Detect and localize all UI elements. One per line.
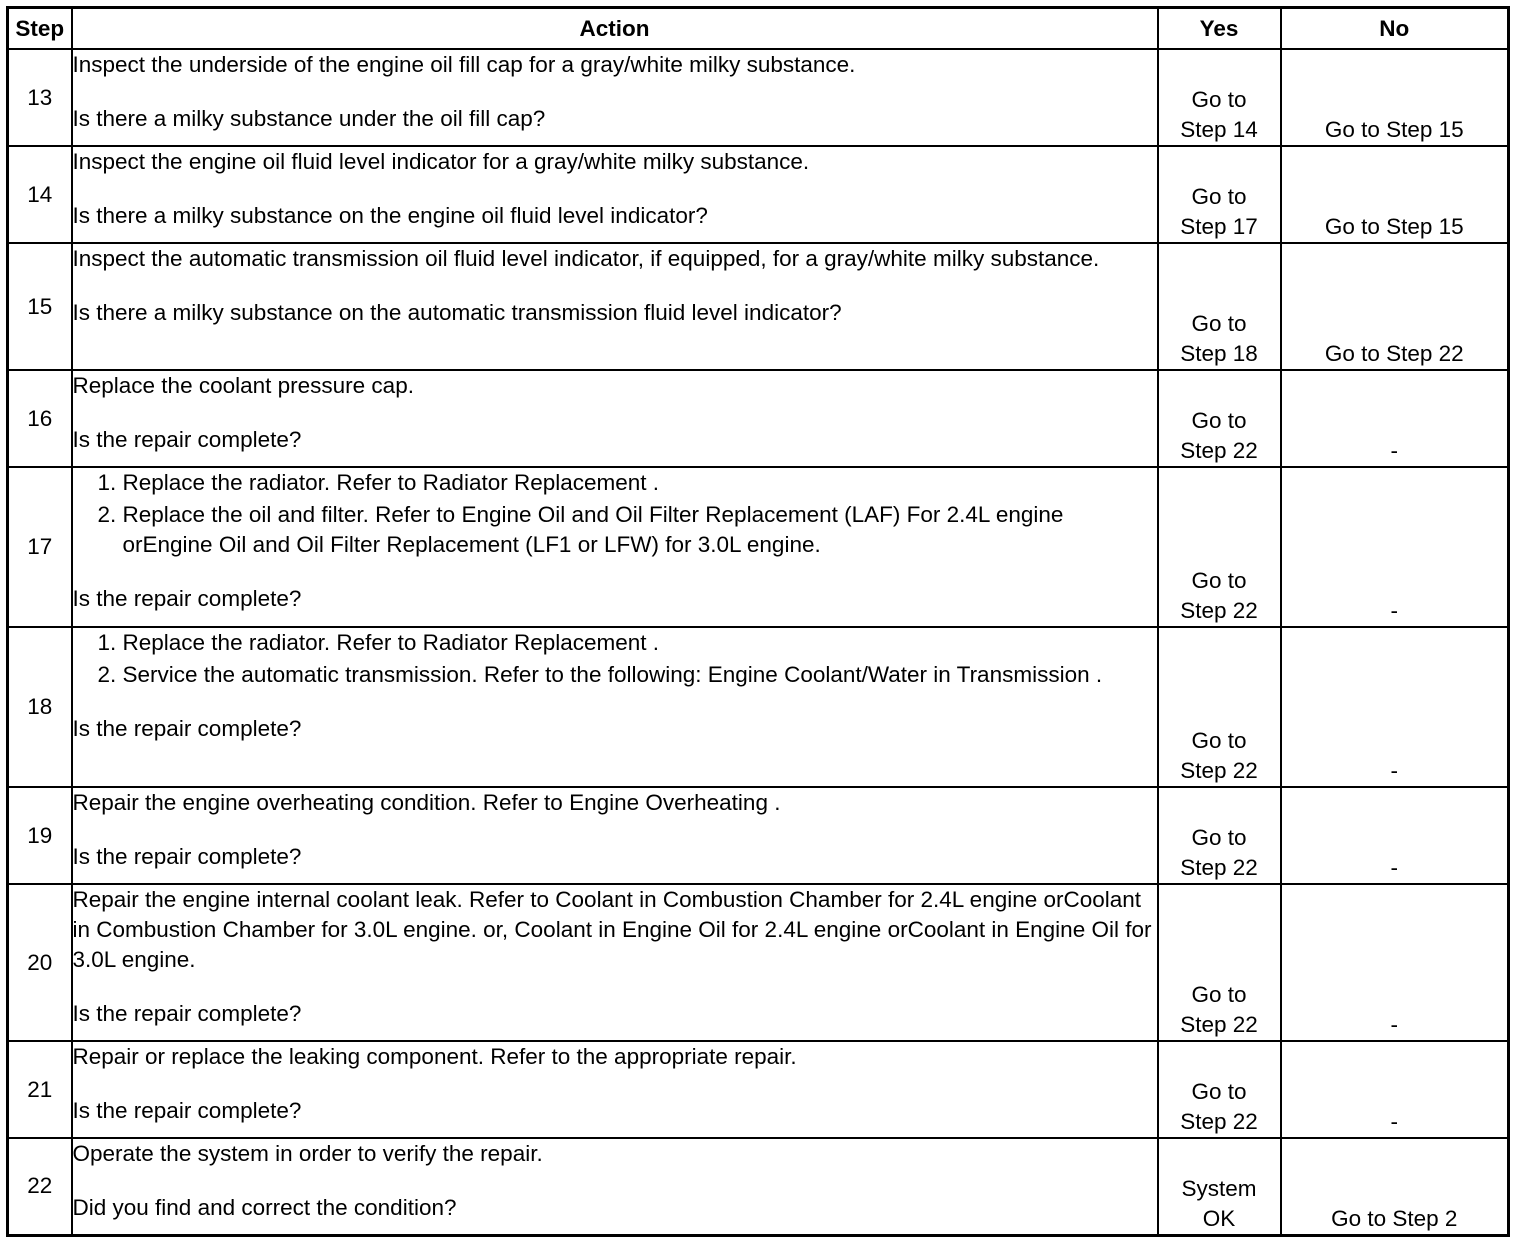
yes-result-line: Step 18 bbox=[1180, 341, 1258, 366]
action-question: Did you find and correct the condition? bbox=[72, 1195, 457, 1220]
no-result: Go to Step 2 bbox=[1281, 1138, 1509, 1235]
yes-result-line: Go to bbox=[1191, 408, 1247, 433]
action-cell bbox=[72, 884, 1158, 1041]
action-question: Is there a milky substance under the oil fill cap? bbox=[72, 106, 546, 131]
yes-result-line: Go to bbox=[1191, 825, 1247, 850]
no-result: - bbox=[1281, 787, 1509, 884]
yes-result-line: Step 22 bbox=[1180, 855, 1258, 880]
action-cell bbox=[72, 627, 1158, 787]
no-result: Go to Step 22 bbox=[1281, 243, 1509, 370]
action-instruction: Repair the engine internal coolant leak. Refer to Coolant in Combustion Chamber for 2.4L engine orCoolant in Combustion Chamber for 3.0L engine. or, Coolant in Engine Oil for 2.4L engine orCoolant in Engine Oil for 3.0L engine. bbox=[72, 887, 1152, 972]
step-number: 18 bbox=[8, 627, 72, 787]
table-row bbox=[8, 146, 1509, 243]
no-result: - bbox=[1281, 627, 1509, 787]
step-number: 20 bbox=[8, 884, 72, 1041]
action-instruction: Inspect the automatic transmission oil fluid level indicator, if equipped, for a gray/white milky substance. bbox=[72, 246, 1100, 271]
action-instruction: Inspect the engine oil fluid level indicator for a gray/white milky substance. bbox=[72, 149, 810, 174]
action-cell bbox=[72, 1138, 1158, 1235]
yes-result bbox=[1158, 627, 1281, 787]
yes-result bbox=[1158, 370, 1281, 467]
action-question: Is the repair complete? bbox=[72, 716, 302, 741]
diagnostic-steps-table bbox=[6, 6, 1510, 1237]
action-cell bbox=[72, 49, 1158, 146]
table-row bbox=[8, 787, 1509, 884]
yes-result-line: Step 22 bbox=[1180, 438, 1258, 463]
no-result: - bbox=[1281, 1041, 1509, 1138]
step-number: 14 bbox=[8, 146, 72, 243]
list-item: 2. Replace the oil and filter. Refer to Engine Oil and Oil Filter Replacement (LAF) For 2.4L engine orEngine Oil and Oil Filter Replacement (LF1 or LFW) for 3.0L engine. bbox=[123, 500, 1157, 560]
header-yes: Yes bbox=[1158, 8, 1281, 50]
action-instruction: Operate the system in order to verify the repair. bbox=[72, 1141, 543, 1166]
yes-result bbox=[1158, 1138, 1281, 1235]
yes-result bbox=[1158, 243, 1281, 370]
no-result: Go to Step 15 bbox=[1281, 146, 1509, 243]
yes-result bbox=[1158, 787, 1281, 884]
table-header-row bbox=[8, 8, 1509, 50]
yes-result bbox=[1158, 467, 1281, 627]
yes-result-line: Step 22 bbox=[1180, 758, 1258, 783]
table-row bbox=[8, 1138, 1509, 1235]
table-row bbox=[8, 884, 1509, 1041]
header-no: No bbox=[1281, 8, 1509, 50]
step-number: 17 bbox=[8, 467, 72, 627]
step-number: 21 bbox=[8, 1041, 72, 1138]
action-cell bbox=[72, 370, 1158, 467]
table-row bbox=[8, 1041, 1509, 1138]
action-question: Is the repair complete? bbox=[72, 586, 302, 611]
action-steps-list bbox=[73, 628, 1157, 690]
yes-result-line: Go to bbox=[1191, 87, 1247, 112]
table-row bbox=[8, 627, 1509, 787]
action-question: Is the repair complete? bbox=[72, 427, 302, 452]
action-question: Is the repair complete? bbox=[72, 1098, 302, 1123]
table-body bbox=[8, 49, 1509, 1235]
header-step: Step bbox=[8, 8, 72, 50]
header-action: Action bbox=[72, 8, 1158, 50]
action-instruction: Inspect the underside of the engine oil fill cap for a gray/white milky substance. bbox=[72, 52, 856, 77]
list-item: 1. Replace the radiator. Refer to Radiator Replacement . bbox=[123, 628, 1157, 658]
action-question: Is the repair complete? bbox=[72, 844, 302, 869]
action-cell bbox=[72, 146, 1158, 243]
yes-result bbox=[1158, 1041, 1281, 1138]
yes-result-line: Step 17 bbox=[1180, 214, 1258, 239]
step-number: 22 bbox=[8, 1138, 72, 1235]
yes-result bbox=[1158, 884, 1281, 1041]
yes-result-line: Go to bbox=[1191, 568, 1247, 593]
yes-result-line: Step 22 bbox=[1180, 1109, 1258, 1134]
table-row bbox=[8, 370, 1509, 467]
yes-result-line: OK bbox=[1202, 1205, 1236, 1231]
action-question: Is there a milky substance on the automatic transmission fluid level indicator? bbox=[72, 300, 842, 325]
no-result: Go to Step 15 bbox=[1281, 49, 1509, 146]
action-question: Is there a milky substance on the engine oil fluid level indicator? bbox=[72, 203, 708, 228]
table-row bbox=[8, 467, 1509, 627]
action-cell bbox=[72, 467, 1158, 627]
no-result: - bbox=[1281, 370, 1509, 467]
action-steps-list bbox=[73, 468, 1157, 560]
yes-result-line: Go to bbox=[1191, 184, 1247, 209]
list-item: 2. Service the automatic transmission. Refer to the following: Engine Coolant/Water in Transmission . bbox=[123, 660, 1157, 690]
yes-result-line: Step 14 bbox=[1180, 117, 1258, 142]
yes-result-line: Go to bbox=[1191, 982, 1247, 1007]
step-number: 13 bbox=[8, 49, 72, 146]
yes-result bbox=[1158, 49, 1281, 146]
step-number: 16 bbox=[8, 370, 72, 467]
yes-result-line: Step 22 bbox=[1180, 598, 1258, 623]
step-number: 15 bbox=[8, 243, 72, 370]
action-cell bbox=[72, 243, 1158, 370]
table-row bbox=[8, 49, 1509, 146]
action-instruction: Repair or replace the leaking component. Refer to the appropriate repair. bbox=[72, 1044, 797, 1069]
action-cell bbox=[72, 1041, 1158, 1138]
table-row bbox=[8, 243, 1509, 370]
action-instruction: Repair the engine overheating condition. Refer to Engine Overheating . bbox=[72, 790, 781, 815]
yes-result-line: Step 22 bbox=[1180, 1012, 1258, 1037]
list-item: 1. Replace the radiator. Refer to Radiator Replacement . bbox=[123, 468, 1157, 498]
yes-result-line: Go to bbox=[1191, 728, 1247, 753]
yes-result bbox=[1158, 146, 1281, 243]
yes-result-line: Go to bbox=[1191, 1079, 1247, 1104]
yes-result-line: System bbox=[1181, 1175, 1257, 1201]
action-cell bbox=[72, 787, 1158, 884]
action-question: Is the repair complete? bbox=[72, 1001, 302, 1026]
step-number: 19 bbox=[8, 787, 72, 884]
no-result: - bbox=[1281, 467, 1509, 627]
action-instruction: Replace the coolant pressure cap. bbox=[72, 373, 414, 398]
no-result: - bbox=[1281, 884, 1509, 1041]
yes-result-line: Go to bbox=[1191, 311, 1247, 336]
